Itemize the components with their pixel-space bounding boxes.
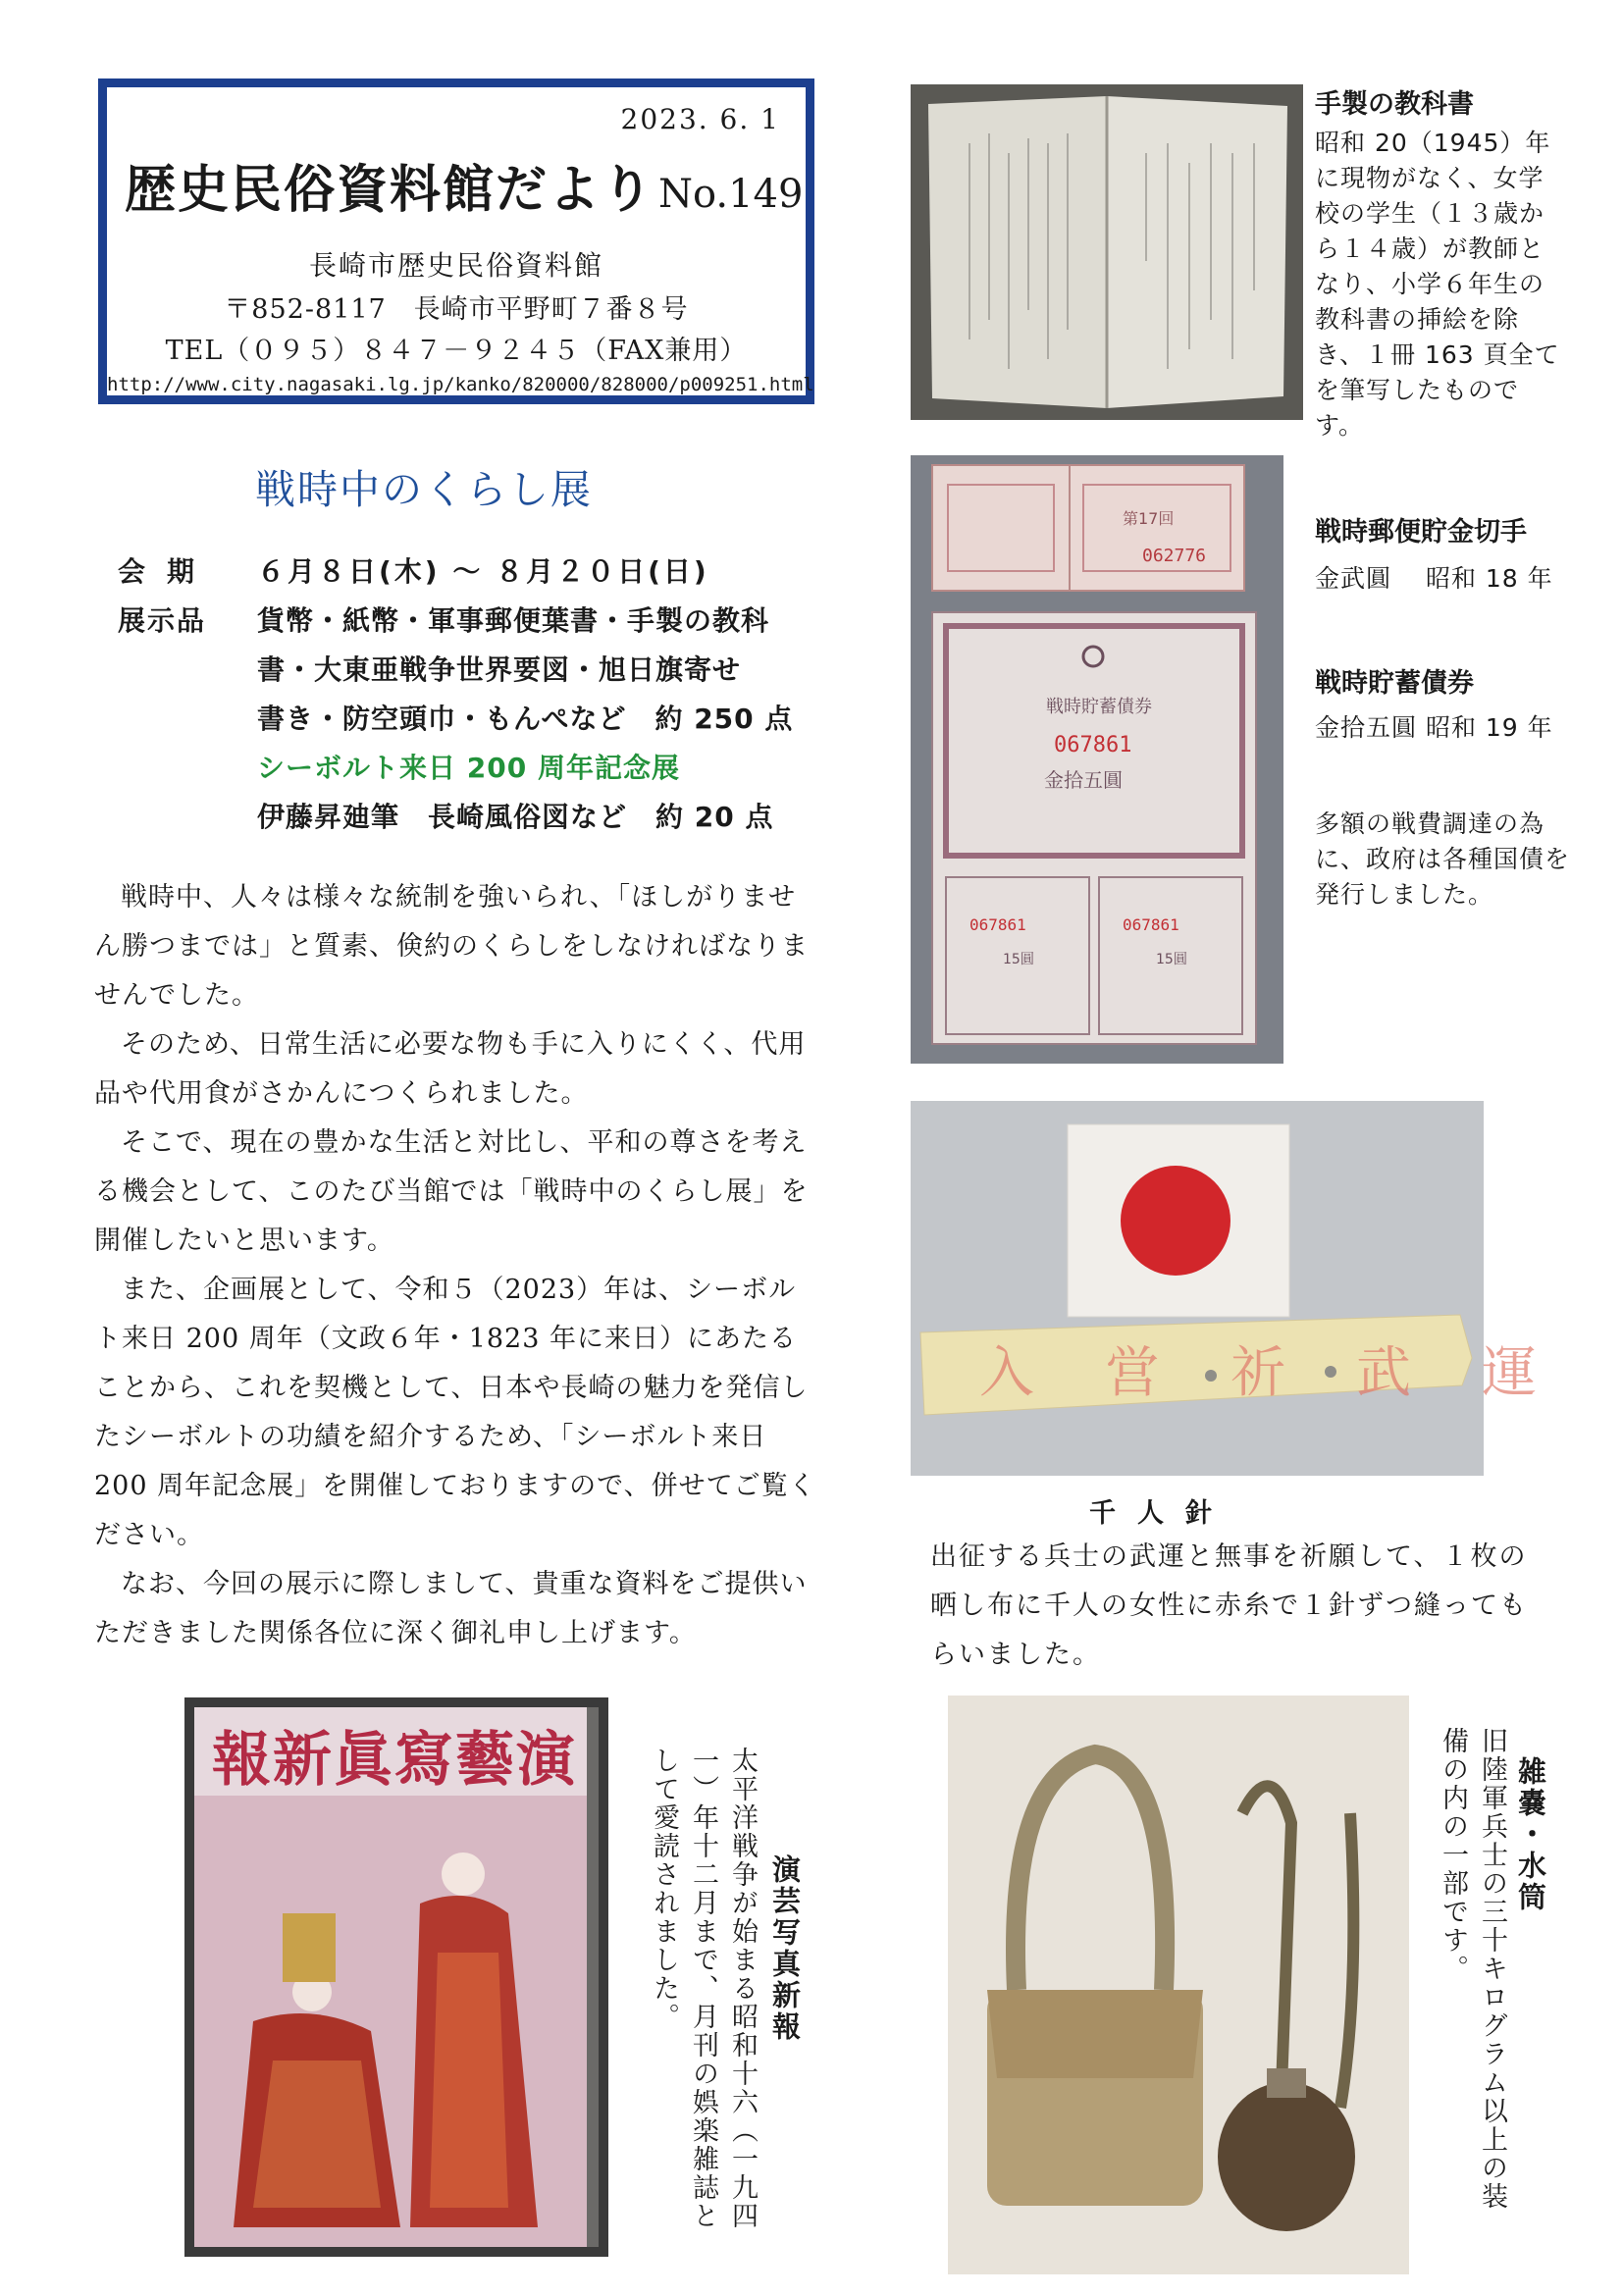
body-paragraph: 戦時中、人々は様々な統制を強いられ、「ほしがりません勝つまでは」と質素、倹約のくらしをしなければなりませんでした。: [94, 882, 809, 1011]
bond-slip-number: 067861: [969, 915, 1026, 934]
sennin-caption-text: 出征する兵士の武運と無事を祈願して、１枚の晒し布に千人の女性に赤糸で１針ずつ縫ってもらいました。: [930, 1541, 1528, 1670]
telephone: TEL（０９５）８４７－９２４５（FAX兼用）: [165, 336, 748, 366]
exhibit-items: [257, 597, 793, 842]
magazine-illustration: [184, 1697, 608, 2257]
website-url[interactable]: http://www.city.nagasaki.lg.jp/kanko/820000/828000/p009251.html: [107, 374, 814, 395]
exhibit-items-line: 書・大東亜戦争世界要図・旭日旗寄せ: [257, 653, 742, 686]
stamp-face: 第17回: [1123, 509, 1175, 528]
stamp-caption-text: 金武圓 昭和 18 年: [1315, 564, 1553, 593]
exhibit-items-line: 書き・防空頭巾・もんぺなど 約 250 点: [257, 703, 794, 735]
magazine-cover-title: 報新眞寫藝演: [212, 1726, 577, 1795]
siebold-exhibition-title: シーボルト来日 200 周年記念展: [257, 752, 680, 784]
bond-slip-number: 067861: [1123, 915, 1179, 934]
issue-number: No.149: [658, 172, 804, 217]
bag-canteen-photo: [948, 1696, 1409, 2274]
body-paragraph: そのため、日常生活に必要な物も手に入りにくく、代用品や代用食がさかんにつくられました。: [94, 1029, 807, 1109]
bond-face: 金拾五圓: [1044, 768, 1123, 792]
bag-caption-title: 雑嚢・水筒: [1514, 1756, 1547, 1913]
stamp-number: 062776: [1142, 546, 1207, 566]
bond-number: 067861: [1054, 733, 1132, 757]
organization-name: 長崎市歴史民俗資料館: [308, 249, 603, 282]
textbook-illustration: [911, 84, 1303, 420]
magazine-caption-text: 太平洋戦争が始まる昭和十六（一九四一）年十二月まで、月刊の娯楽雑誌として愛読されました。: [649, 1747, 758, 2230]
bond-caption-title: 戦時貯蓄債券: [1315, 668, 1474, 699]
body-paragraph: また、企画展として、令和５（2023）年は、シーボルト来日 200 周年（文政６年・1823 年に来日）にあたることから、これを契機として、日本や長崎の魅力を発信したシーボルトの功績を紹介するため、「シーボルト来日 200 周年記念展」を開催しておりますので、併せてご覧ください。: [94, 1275, 816, 1550]
bond-slip-value: 15圓: [1156, 952, 1187, 967]
bond-caption-text: 金拾五圓 昭和 19 年: [1315, 713, 1553, 742]
savings-illustration: [911, 455, 1283, 1064]
magazine-caption-title: 演芸写真新報: [768, 1854, 802, 2043]
siebold-exhibit-items: 伊藤昇廸筆 長崎風俗図など 約 20 点: [257, 801, 774, 833]
bag-caption-text: 旧陸軍兵士の三十キログラム以上の装備の内の一部です。: [1438, 1727, 1507, 2211]
textbook-photo: [911, 84, 1303, 420]
newsletter-title-text: 歴史民俗資料館だより: [125, 160, 655, 220]
bond-slip-value: 15圓: [1003, 952, 1034, 967]
sennin-photo: [911, 1101, 1607, 1476]
exhibit-items-line: 貨幣・紙幣・軍事郵便葉書・手製の教科: [257, 604, 770, 637]
bond-header: 戦時貯蓄債券: [1046, 697, 1152, 717]
body-text: [94, 873, 818, 1658]
body-paragraph: なお、今回の展示に際しまして、貴重な資料をご提供いただきました関係各位に深く御礼申し上げます。: [94, 1569, 808, 1648]
period-label: 会期: [118, 555, 217, 588]
bag-illustration: [948, 1696, 1409, 2274]
masthead: [98, 78, 814, 404]
rising-sun-circle: [1121, 1166, 1230, 1276]
address: 〒852-8117 長崎市平野町７番８号: [224, 294, 689, 325]
issue-date: 2023. 6. 1: [620, 103, 780, 135]
items-label: 展示品: [118, 604, 207, 637]
bond-caption-note: 多額の戦費調達の為に、政府は各種国債を発行しました。: [1315, 809, 1571, 909]
textbook-caption-text: 昭和 20（1945）年に現物がなく、女学校の学生（１３歳から１４歳）が教師となり、小学６年生の教科書の挿絵を除き、１冊 163 頁全てを筆写したものです。: [1315, 129, 1560, 440]
armband-text: 入営祈武運: [979, 1341, 1607, 1405]
magazine-photo: [184, 1697, 608, 2257]
newsletter-title: [125, 148, 803, 222]
period-value: ６月８日(木) ～ ８月２０日(日): [257, 555, 709, 588]
savings-photo: [911, 455, 1283, 1064]
sennin-caption-title: 千人針: [1089, 1498, 1233, 1529]
flag-illustration: [911, 1101, 1607, 1476]
stamp-caption-title: 戦時郵便貯金切手: [1315, 517, 1527, 548]
exhibition-title: 戦時中のくらし展: [255, 466, 593, 513]
body-paragraph: そこで、現在の豊かな生活と対比し、平和の尊さを考える機会として、このたび当館では「戦時中のくらし展」を開催したいと思います。: [94, 1127, 809, 1256]
textbook-caption-title: 手製の教科書: [1315, 89, 1474, 120]
